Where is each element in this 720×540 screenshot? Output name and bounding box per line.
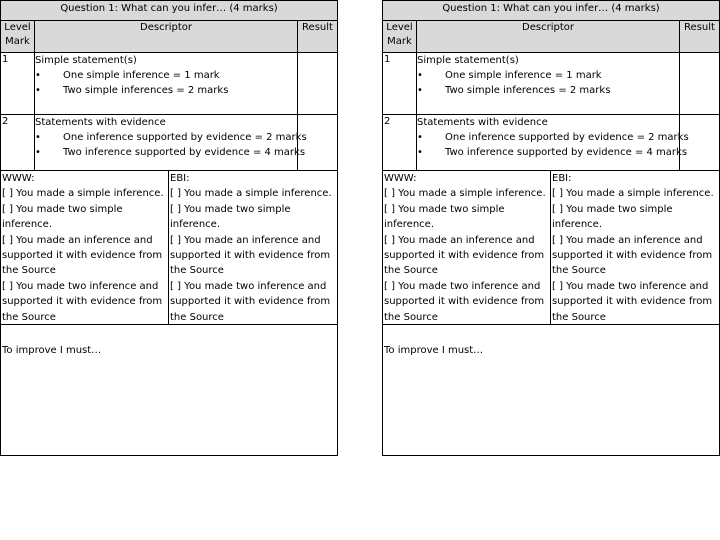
bullet-text: One inference supported by evidence = 2 marks <box>445 132 689 143</box>
descriptor-bullet <box>417 68 679 83</box>
bullet-text: One simple inference = 1 mark <box>445 70 602 81</box>
ebi-feedback <box>169 171 337 325</box>
descriptor-bullets <box>417 130 689 160</box>
descriptor-cell <box>417 53 680 114</box>
descriptor-cell <box>35 53 298 114</box>
www-feedback <box>383 171 551 325</box>
level-row <box>383 53 719 115</box>
descriptor-bullet <box>35 130 307 145</box>
ebi-checklist-line: [ ] You made a simple inference. <box>552 188 714 200</box>
www-checklist-line: inference. <box>384 219 434 231</box>
ebi-checklist-line: supported it with evidence from <box>170 296 331 308</box>
descriptor-header: Descriptor <box>35 21 298 53</box>
ebi-checklist-line: inference. <box>170 219 220 231</box>
descriptor-cell <box>417 115 689 170</box>
bullet-icon: • <box>35 147 41 158</box>
bullet-text: One simple inference = 1 mark <box>63 70 220 81</box>
mark-header-label: Mark <box>5 36 30 47</box>
descriptor-bullet <box>35 145 306 160</box>
www-checklist-line: inference. <box>2 219 52 231</box>
result-cell[interactable] <box>298 53 337 114</box>
www-feedback <box>1 171 169 325</box>
www-checklist-line: [ ] You made two inference and <box>384 280 541 292</box>
www-checklist-line: [ ] You made a simple inference. <box>384 188 546 200</box>
mark-header-label: Mark <box>387 36 412 47</box>
result-header: Result <box>680 21 719 53</box>
www-checklist-line: supported it with evidence from <box>2 250 163 262</box>
descriptor-header: Descriptor <box>417 21 680 53</box>
result-header: Result <box>298 21 337 53</box>
www-heading: WWW: <box>2 173 35 184</box>
descriptor-bullets <box>35 68 297 98</box>
bullet-icon: • <box>35 85 41 96</box>
bullet-icon: • <box>417 70 423 81</box>
bullet-text: Two inference supported by evidence = 4 marks <box>63 147 306 158</box>
www-checklist-line: [ ] You made an inference and <box>384 234 535 246</box>
descriptor-cell <box>35 115 307 170</box>
ebi-checklist-line: inference. <box>552 219 602 231</box>
level-mark-header <box>1 21 35 53</box>
ebi-checklist-line: [ ] You made an inference and <box>170 234 321 246</box>
www-checklist-line: supported it with evidence from <box>384 250 545 262</box>
www-checklist-line: the Source <box>384 311 438 323</box>
bullet-text: Two simple inferences = 2 marks <box>63 85 229 96</box>
ebi-checklist-line: the Source <box>552 311 606 323</box>
level-number: 2 <box>383 115 417 170</box>
result-cell[interactable] <box>680 115 719 170</box>
ebi-feedback <box>551 171 719 325</box>
ebi-checklist-line: [ ] You made an inference and <box>552 234 703 246</box>
ebi-checklist-line: the Source <box>170 265 224 277</box>
descriptor-bullets <box>417 68 679 98</box>
question-title: Question 1: What can you infer… (4 marks) <box>383 1 719 21</box>
www-checklist-line: [ ] You made two simple <box>384 203 505 215</box>
question-title: Question 1: What can you infer… (4 marks) <box>1 1 337 21</box>
result-cell[interactable] <box>298 115 337 170</box>
descriptor-bullet <box>35 83 297 98</box>
descriptor-statement: Simple statement(s) <box>35 55 137 66</box>
descriptor-bullet <box>417 130 689 145</box>
bullet-icon: • <box>417 85 423 96</box>
level-header-label: Level <box>386 22 413 33</box>
level-row <box>1 53 337 115</box>
ebi-heading: EBI: <box>552 173 572 184</box>
www-checklist-line: supported it with evidence from <box>384 296 545 308</box>
www-checklist-line: the Source <box>384 265 438 277</box>
www-checklist-line: [ ] You made two simple <box>2 203 123 215</box>
level-number: 1 <box>383 53 417 114</box>
mark-scheme-card-right <box>382 0 720 456</box>
level-mark-header <box>383 21 417 53</box>
descriptor-statement: Simple statement(s) <box>417 55 519 66</box>
descriptor-bullet <box>35 68 297 83</box>
result-cell[interactable] <box>680 53 719 114</box>
descriptor-bullet <box>417 145 688 160</box>
www-checklist-line: [ ] You made an inference and <box>2 234 153 246</box>
ebi-checklist-line: [ ] You made two simple <box>170 203 291 215</box>
level-row <box>1 115 337 171</box>
bullet-icon: • <box>417 132 423 143</box>
descriptor-bullets <box>35 130 307 160</box>
ebi-checklist-line: [ ] You made two inference and <box>170 280 327 292</box>
level-header-label: Level <box>4 22 31 33</box>
ebi-checklist-line: supported it with evidence from <box>552 296 713 308</box>
level-number: 1 <box>1 53 35 114</box>
improvement-prompt: To improve I must… <box>384 345 484 356</box>
level-row <box>383 115 719 171</box>
ebi-checklist-line: supported it with evidence from <box>170 250 331 262</box>
level-number: 2 <box>1 115 35 170</box>
ebi-checklist-line: the Source <box>170 311 224 323</box>
ebi-checklist-line: the Source <box>552 265 606 277</box>
www-checklist-line: the Source <box>2 265 56 277</box>
bullet-icon: • <box>417 147 423 158</box>
descriptor-statement: Statements with evidence <box>35 117 166 128</box>
www-checklist-line: [ ] You made a simple inference. <box>2 188 164 200</box>
bullet-text: Two simple inferences = 2 marks <box>445 85 611 96</box>
ebi-checklist-line: [ ] You made two inference and <box>552 280 709 292</box>
mark-scheme-card-left <box>0 0 338 456</box>
bullet-text: Two inference supported by evidence = 4 marks <box>445 147 688 158</box>
ebi-heading: EBI: <box>170 173 190 184</box>
bullet-text: One inference supported by evidence = 2 marks <box>63 132 307 143</box>
ebi-checklist-line: [ ] You made a simple inference. <box>170 188 332 200</box>
bullet-icon: • <box>35 70 41 81</box>
descriptor-statement: Statements with evidence <box>417 117 548 128</box>
www-checklist-line: supported it with evidence from <box>2 296 163 308</box>
www-checklist-line: [ ] You made two inference and <box>2 280 159 292</box>
descriptor-bullet <box>417 83 679 98</box>
bullet-icon: • <box>35 132 41 143</box>
improvement-prompt: To improve I must… <box>2 345 102 356</box>
www-heading: WWW: <box>384 173 417 184</box>
ebi-checklist-line: supported it with evidence from <box>552 250 713 262</box>
ebi-checklist-line: [ ] You made two simple <box>552 203 673 215</box>
www-checklist-line: the Source <box>2 311 56 323</box>
